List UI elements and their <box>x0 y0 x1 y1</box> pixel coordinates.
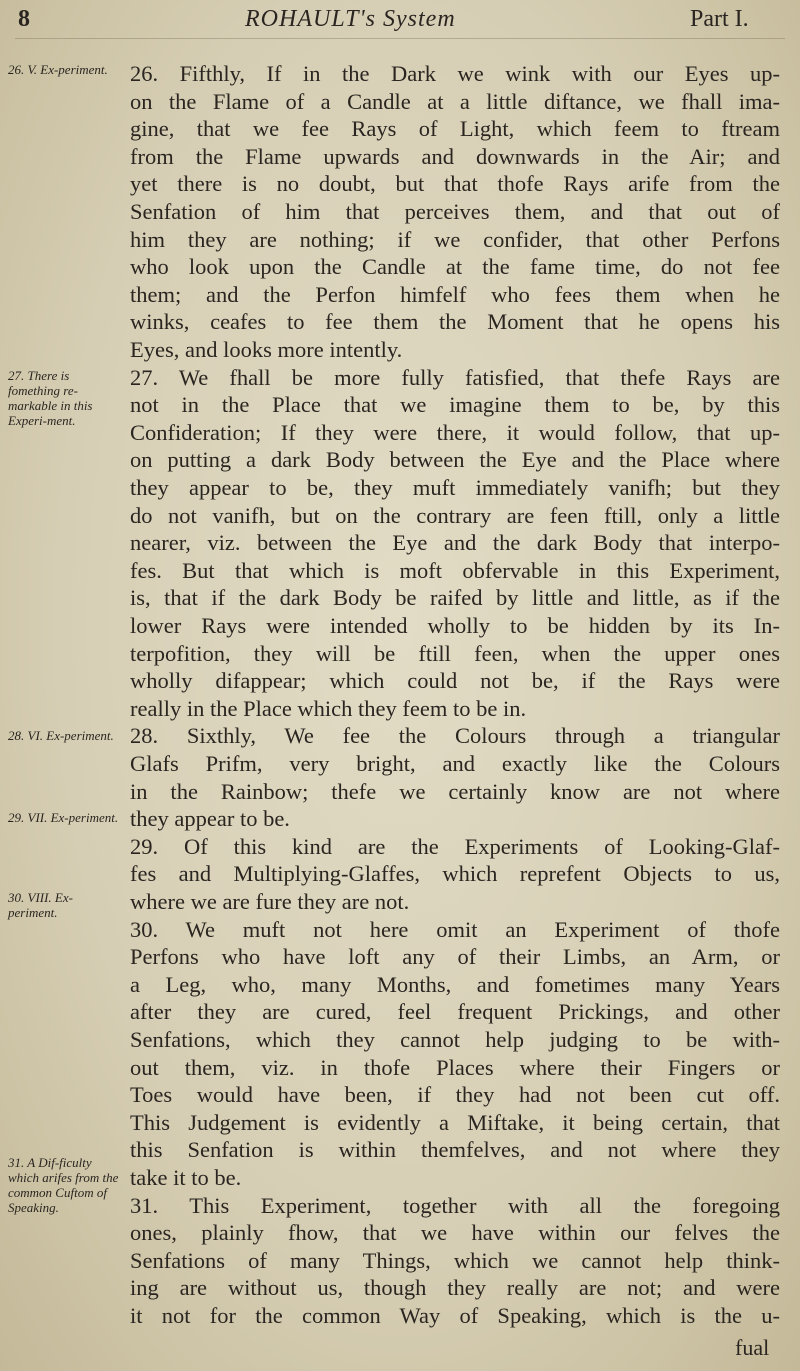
text-line: Confideration; If they were there, it would follow, that up- <box>130 419 780 445</box>
text-line: who look upon the Candle at the fame time, do not fee <box>130 254 780 280</box>
text-line: gine, that we fee Rays of Light, which feem to ftream <box>130 116 780 142</box>
text-line: on the Flame of a Candle at a little diftance, we fhall ima- <box>130 88 780 114</box>
text-line: is, that if the dark Body be raifed by little and little, as if the <box>130 585 780 611</box>
text-line: Senfations, which they cannot help judging to be with- <box>130 1027 780 1052</box>
text-line: they appear to be, they muft immediately vanifh; but they <box>130 475 780 500</box>
page-number: 8 <box>18 6 30 32</box>
text-line: nearer, viz. between the Eye and the dark Body that interpo- <box>130 530 780 556</box>
margin-note: 26. V. Ex-periment. <box>8 62 108 77</box>
text-line: from the Flame upwards and downwards in the Air; and <box>130 143 780 169</box>
margin-note: 31. A Dif-ficulty which arifes from the common Cuftom of Speaking. <box>8 1155 119 1215</box>
text-line: 28. Sixthly, We fee the Colours through a triangular <box>130 723 780 749</box>
text-line: Eyes, and looks more intently. <box>130 337 403 362</box>
running-title: ROHAULT's System <box>245 6 456 32</box>
catchword: fual <box>735 1335 770 1360</box>
text-line: a Leg, who, many Months, and fometimes many Years <box>130 971 780 997</box>
text-line: on putting a dark Body between the Eye and the Place where <box>130 447 780 473</box>
text-line: lower Rays were intended wholly to be hidden by its In- <box>130 613 780 638</box>
margin-note: 28. VI. Ex-periment. <box>8 728 114 743</box>
text-line: Perfons who have loft any of their Limbs, an Arm, or <box>130 944 780 970</box>
part-label: Part I. <box>690 6 749 32</box>
text-line: it not for the common Way of Speaking, which is the u- <box>130 1303 780 1328</box>
text-line: fes and Multiplying-Glaffes, which reprefent Objects to us, <box>130 861 780 887</box>
text-line: out them, viz. in thofe Places where their Fingers or <box>130 1054 780 1080</box>
text-line: Senfation of him that perceives them, and that out of <box>130 199 780 224</box>
text-line: yet there is no doubt, but that thofe Rays arife from the <box>130 171 780 197</box>
text-line: Glafs Prifm, very bright, and exactly like the Colours <box>130 751 780 776</box>
text-line: This Judgement is evidently a Miftake, it being certain, that <box>130 1109 780 1135</box>
text-line: not in the Place that we imagine them to be, by this <box>130 392 780 418</box>
text-line: them; and the Perfon himfelf who fees them when he <box>130 281 780 307</box>
text-line: do not vanifh, but on the contrary are feen ftill, only a little <box>130 502 780 528</box>
text-line: where we are fure they are not. <box>130 889 410 914</box>
margin-note: 29. VII. Ex-periment. <box>8 810 119 825</box>
text-line: ing are without us, though they really are not; and were <box>130 1275 780 1301</box>
text-line: him they are nothing; if we confider, that other Perfons <box>130 226 780 252</box>
text-line: 26. Fifthly, If in the Dark we wink with our Eyes up- <box>130 61 780 86</box>
margin-note: 27. There is fomething re-markable in this Experi-ment. <box>8 368 93 428</box>
text-line: Senfations of many Things, which we cannot help think- <box>130 1247 780 1273</box>
header-rule <box>15 38 785 39</box>
text-line: 31. This Experiment, together with all the foregoing <box>130 1192 780 1218</box>
text-line: take it to be. <box>130 1165 242 1190</box>
text-line: fes. But that which is moft obfervable in this Experiment, <box>130 557 780 583</box>
text-line: ones, plainly fhow, that we have within our felves the <box>130 1220 780 1246</box>
text-line: they appear to be. <box>130 806 290 832</box>
text-line: in the Rainbow; thefe we certainly know are not where <box>130 778 780 804</box>
margin-note: 30. VIII. Ex-periment. <box>8 890 73 920</box>
text-line: 27. We fhall be more fully fatisfied, that thefe Rays are <box>130 364 780 390</box>
text-line: wholly difappear; which could not be, if the Rays were <box>130 668 780 694</box>
text-line: really in the Place which they feem to be in. <box>130 695 527 721</box>
text-line: this Senfation is within themfelves, and not where they <box>130 1137 780 1163</box>
text-line: winks, ceafes to fee them the Moment that he opens his <box>130 309 780 335</box>
text-line: 29. Of this kind are the Experiments of Looking-Glaf- <box>130 833 780 859</box>
text-line: after they are cured, feel frequent Prickings, and other <box>130 999 780 1025</box>
text-line: Toes would have been, if they had not been cut off. <box>130 1082 780 1108</box>
text-line: terpofition, they will be ftill feen, when the upper ones <box>130 640 780 666</box>
text-line: 30. We muft not here omit an Experiment of thofe <box>130 916 780 942</box>
